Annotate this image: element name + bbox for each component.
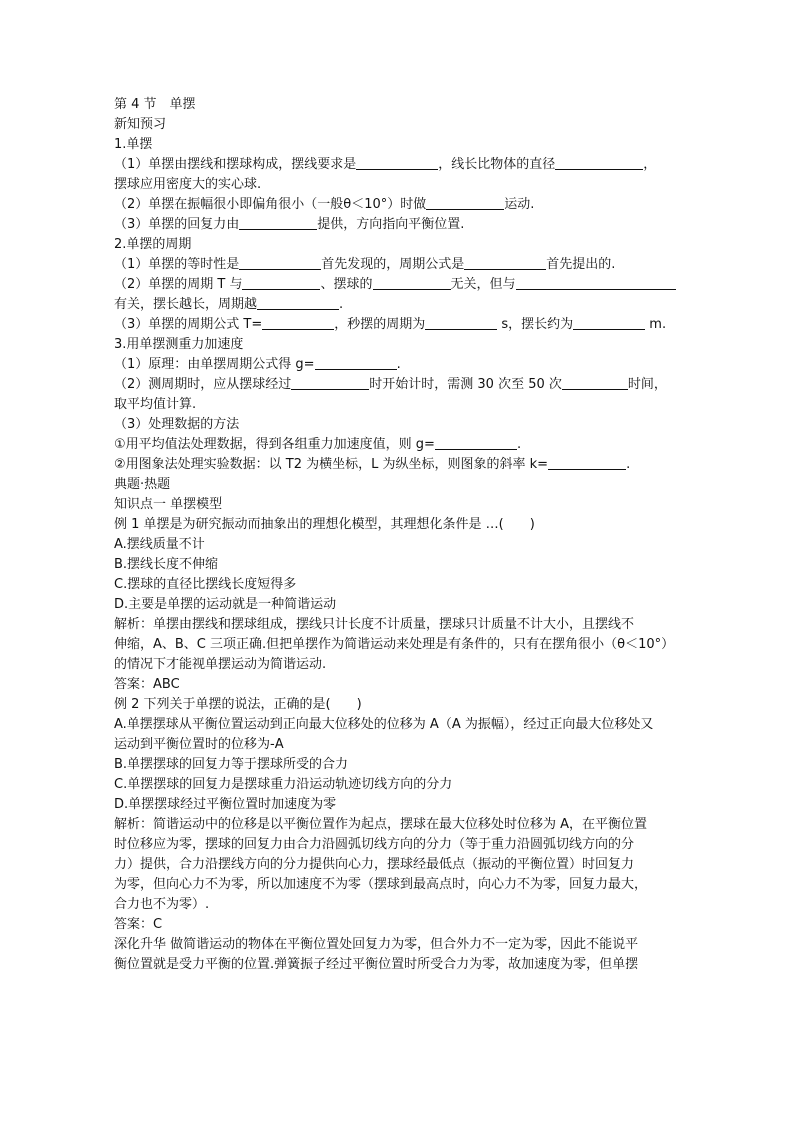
text-segment: （2）单摆在振幅很小即偏角很小（一般θ＜10°）时做 [114, 197, 427, 212]
fill-in-blank [548, 455, 626, 470]
fill-in-blank [562, 375, 628, 390]
text-line [114, 455, 686, 475]
fill-in-blank [239, 255, 321, 270]
text-line [114, 375, 686, 395]
text-segment: 提供，方向指向平衡位置. [317, 217, 465, 232]
text-line: 为零，但向心力不为零，所以加速度不为零（摆球到最高点时，向心力不为零，回复力最大， [114, 877, 648, 892]
fill-in-blank [516, 275, 676, 290]
text-segment: . [396, 357, 401, 372]
text-line [114, 355, 686, 375]
text-line: 解析：单摆由摆线和摆球组成，摆线只计长度不计质量，摆球只计质量不计大小，且摆线不 [114, 617, 635, 632]
text-line: 衡位置就是受力平衡的位置.弹簧振子经过平衡位置时所受合力为零，故加速度为零，但单摆 [114, 957, 639, 972]
fill-in-blank [464, 255, 546, 270]
text-segment: 首先提出的. [546, 257, 616, 272]
fill-in-blank [356, 155, 438, 170]
fill-in-blank [239, 215, 317, 230]
fill-in-blank [555, 155, 643, 170]
text-segment: （3）单摆的回复力由 [114, 217, 240, 232]
text-line: 2.单摆的周期 [114, 237, 192, 252]
text-line: D.单摆摆球经过平衡位置时加速度为零 [114, 797, 337, 812]
text-line: 取平均值计算. [114, 397, 197, 412]
text-line [114, 295, 686, 315]
text-line: 时位移应为零，摆球的回复力由合力沿圆弧切线方向的分力（等于重力沿圆弧切线方向的分 [114, 837, 635, 852]
text-line [114, 195, 686, 215]
text-segment: . [626, 457, 631, 472]
text-line: 摆球应用密度大的实心球. [114, 177, 262, 192]
text-segment: （1）原理：由单摆周期公式得 g= [114, 357, 315, 372]
text-line [114, 255, 686, 275]
fill-in-blank [373, 275, 451, 290]
text-segment: ②用图象法处理实验数据：以 T2 为横坐标，L 为纵坐标，则图象的斜率 k= [114, 457, 549, 472]
text-line: 新知预习 [114, 117, 167, 132]
text-line: （3）处理数据的方法 [114, 417, 240, 432]
fill-in-blank [573, 315, 645, 330]
fill-in-blank [262, 315, 334, 330]
text-line: 深化升华 做简谐运动的物体在平衡位置处回复力为零，但合外力不一定为零，因此不能说平 [114, 937, 639, 952]
text-segment: （2）测周期时，应从摆球经过 [114, 377, 292, 392]
text-line: 力）提供，合力沿摆线方向的分力提供向心力，摆球经最低点（振动的平衡位置）时回复力 [114, 857, 635, 872]
fill-in-blank [425, 315, 497, 330]
text-line [114, 275, 686, 295]
text-line [114, 315, 686, 335]
text-segment: （1）单摆由摆线和摆球构成，摆线要求是 [114, 157, 357, 172]
text-segment: ①用平均值法处理数据，得到各组重力加速度值，则 g= [114, 437, 435, 452]
fill-in-blank [291, 375, 369, 390]
text-line: B.单摆摆球的回复力等于摆球所受的合力 [114, 757, 349, 772]
text-segment: . [339, 297, 344, 312]
text-line [114, 155, 686, 175]
fill-in-blank [257, 295, 339, 310]
text-segment: 、摆球的 [320, 277, 373, 292]
text-segment: ，线长比物体的直径 [438, 157, 556, 172]
text-segment: 首先发现的，周期公式是 [321, 257, 465, 272]
text-line: 例 1 单摆是为研究振动而抽象出的理想化模型，其理想化条件是 …( ) [114, 517, 535, 532]
text-segment: 运动. [504, 197, 535, 212]
text-line [114, 215, 686, 235]
text-segment: . [516, 437, 522, 452]
text-segment: 时开始计时，需测 30 次至 50 次 [369, 377, 562, 392]
text-line: 知识点一 单摆模型 [114, 497, 223, 512]
text-line: 例 2 下列关于单摆的说法，正确的是( ) [114, 697, 362, 712]
text-line: 第 4 节 单摆 [114, 97, 196, 112]
text-line: C.摆球的直径比摆线长度短得多 [114, 577, 297, 592]
text-line: 解析：简谐运动中的位移是以平衡位置作为起点，摆球在最大位移处时位移为 A，在平衡位置 [114, 817, 648, 832]
text-line [114, 435, 686, 455]
text-line: 答案：ABC [114, 677, 180, 692]
text-line: C.单摆摆球的回复力是摆球重力沿运动轨迹切线方向的分力 [114, 777, 453, 792]
text-line: 伸缩，A、B、C 三项正确.但把单摆作为简谐运动来处理是有条件的，只有在摆角很小（θ＜10°） [114, 637, 675, 652]
text-line: B.摆线长度不伸缩 [114, 557, 219, 572]
text-segment: m. [645, 317, 667, 332]
fill-in-blank [315, 355, 397, 370]
document-body [114, 95, 686, 975]
text-line: 1.单摆 [114, 137, 153, 152]
fill-in-blank [435, 435, 517, 450]
text-segment: （3）单摆的周期公式 T= [114, 317, 263, 332]
text-line: 的情况下才能视单摆运动为简谐运动. [114, 657, 327, 672]
text-segment: （2）单摆的周期 T 与 [114, 277, 243, 292]
text-line: 3.用单摆测重力加速度 [114, 337, 244, 352]
text-line: 合力也不为零）. [114, 897, 210, 912]
text-line: 典题·热题 [114, 477, 171, 492]
text-line: A.单摆摆球从平衡位置运动到正向最大位移处的位移为 A（A 为振幅），经过正向最大位移处又 [114, 717, 654, 732]
text-segment: 时间， [627, 377, 667, 392]
fill-in-blank [242, 275, 320, 290]
text-segment: （1）单摆的等时性是 [114, 257, 240, 272]
text-segment: 有关，摆长越长，周期越 [114, 297, 258, 312]
text-segment: 无关，但与 [450, 277, 516, 292]
text-segment: ， [643, 157, 657, 172]
text-line: D.主要是单摆的运动就是一种简谐运动 [114, 597, 337, 612]
text-segment: ，秒摆的周期为 [334, 317, 426, 332]
fill-in-blank [426, 195, 504, 210]
text-line: 运动到平衡位置时的位移为-A [114, 737, 284, 752]
text-segment: s，摆长约为 [497, 317, 574, 332]
text-line: 答案：C [114, 917, 163, 932]
text-line: A.摆线质量不计 [114, 537, 205, 552]
